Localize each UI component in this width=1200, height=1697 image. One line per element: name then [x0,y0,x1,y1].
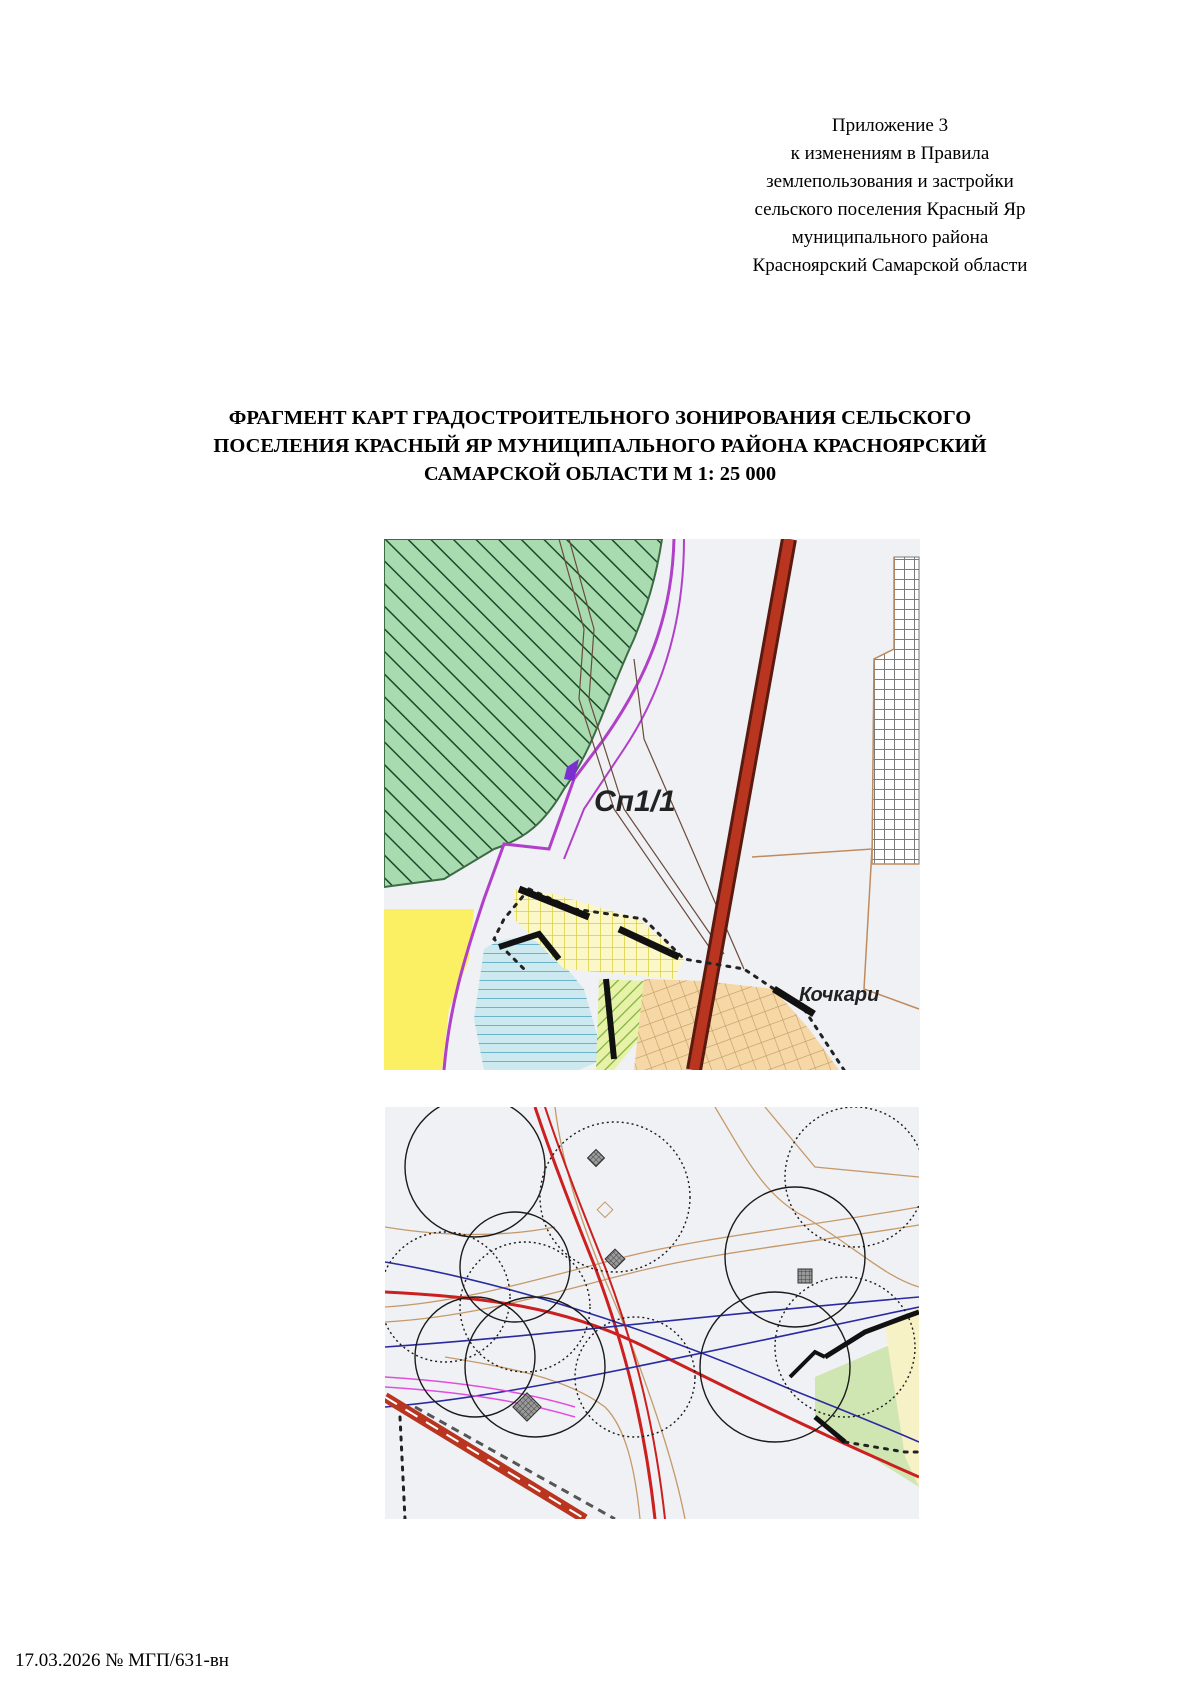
appendix-line: к изменениям в Правила [790,143,990,164]
appendix-line: сельского поселения Красный Яр [754,199,1026,220]
title-line: ПОСЕЛЕНИЯ КРАСНЫЙ ЯР МУНИЦИПАЛЬНОГО РАЙОНА КРАСНОЯРСКИЙ [213,435,987,457]
appendix-line: муниципального района [791,227,989,248]
appendix-header [700,112,1080,280]
zoning-map-fragment-2 [385,1107,919,1519]
zoning-map-2-drawing [385,1107,919,1519]
registration-number: 17.03.2026 № МГП/631-вн [15,1650,229,1671]
zoning-map-1-drawing [384,539,920,1070]
appendix-line: землепользования и застройки [766,171,1014,192]
document-title [150,404,1050,488]
appendix-line: Красноярский Самарской области [752,255,1028,276]
zone-label-sp1: Сп1/1 [594,785,676,818]
appendix-line: Приложение 3 [831,115,949,136]
place-label-kochkari: Кочкари [799,984,880,1006]
zoning-map-fragment-1 [384,539,920,1070]
title-line: САМАРСКОЙ ОБЛАСТИ М 1: 25 000 [423,463,777,485]
title-line: ФРАГМЕНТ КАРТ ГРАДОСТРОИТЕЛЬНОГО ЗОНИРОВАНИЯ СЕЛЬСКОГО [228,407,972,429]
